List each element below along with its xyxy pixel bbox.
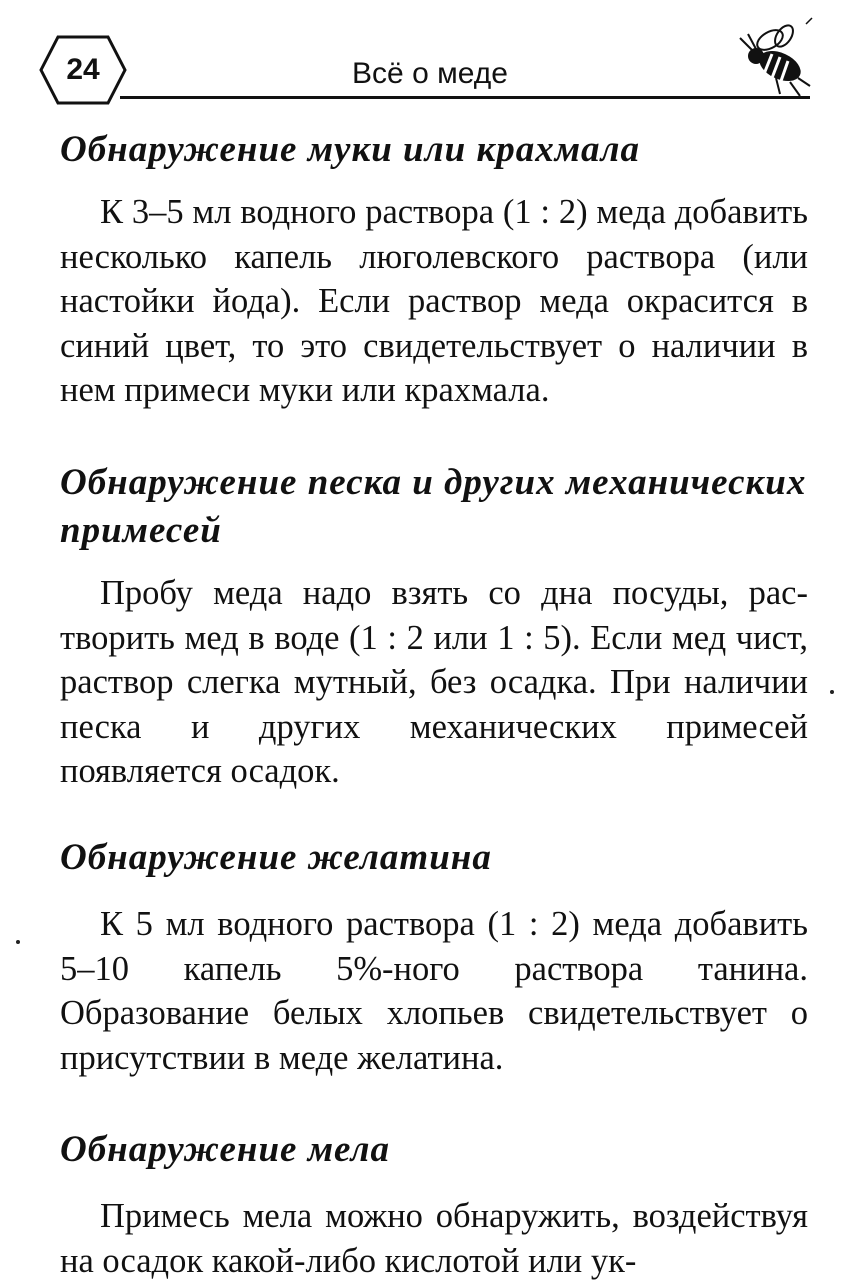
scan-speck bbox=[16, 940, 20, 944]
header-rule bbox=[120, 96, 810, 99]
bee-icon bbox=[718, 16, 818, 100]
section-chalk bbox=[60, 1126, 808, 1283]
page-header bbox=[0, 0, 851, 112]
section-heading: Обнаружение мела bbox=[60, 1129, 391, 1171]
section-sand-impurities bbox=[60, 459, 808, 794]
section-paragraph: Примесь мела можно обнаружить, воздействуя на осадок какой-либо кислотой или ук- bbox=[60, 1197, 808, 1280]
page-number: 24 bbox=[66, 53, 100, 86]
section-paragraph: Пробу меда надо взять со дна посуды, растворить мед в воде (1 : 2 или 1 : 5). Если мед чист, раствор слегка мутный, без осадка. При наличии песка и других механических примесей появляется осадок. bbox=[60, 573, 808, 791]
running-title: Всё о меде bbox=[352, 57, 508, 90]
section-paragraph: К 3–5 мл водного раствора (1 : 2) меда добавить несколько капель люголевского раствора (или настойки йода). Если раствор меда окрасится в синий цвет, то это свидетельствует о наличии в нем примеси муки или крахмала. bbox=[60, 193, 808, 410]
scan-speck bbox=[830, 690, 834, 694]
section-heading: Обнаружение муки или крахмала bbox=[60, 129, 641, 170]
page-number-badge bbox=[38, 34, 128, 106]
section-gelatin bbox=[60, 834, 808, 1080]
section-paragraph: К 5 мл водного раствора (1 : 2) меда добавить 5–10 капель 5%-ного раствора танина. Образование белых хлопьев свидетельствует о присутствии в меде желатина. bbox=[60, 904, 808, 1077]
section-flour-starch bbox=[60, 126, 808, 413]
section-heading: Обнаружение песка и других механических примесей bbox=[60, 461, 807, 551]
section-heading: Обнаружение желатина bbox=[60, 836, 492, 878]
article-body bbox=[60, 124, 808, 1284]
